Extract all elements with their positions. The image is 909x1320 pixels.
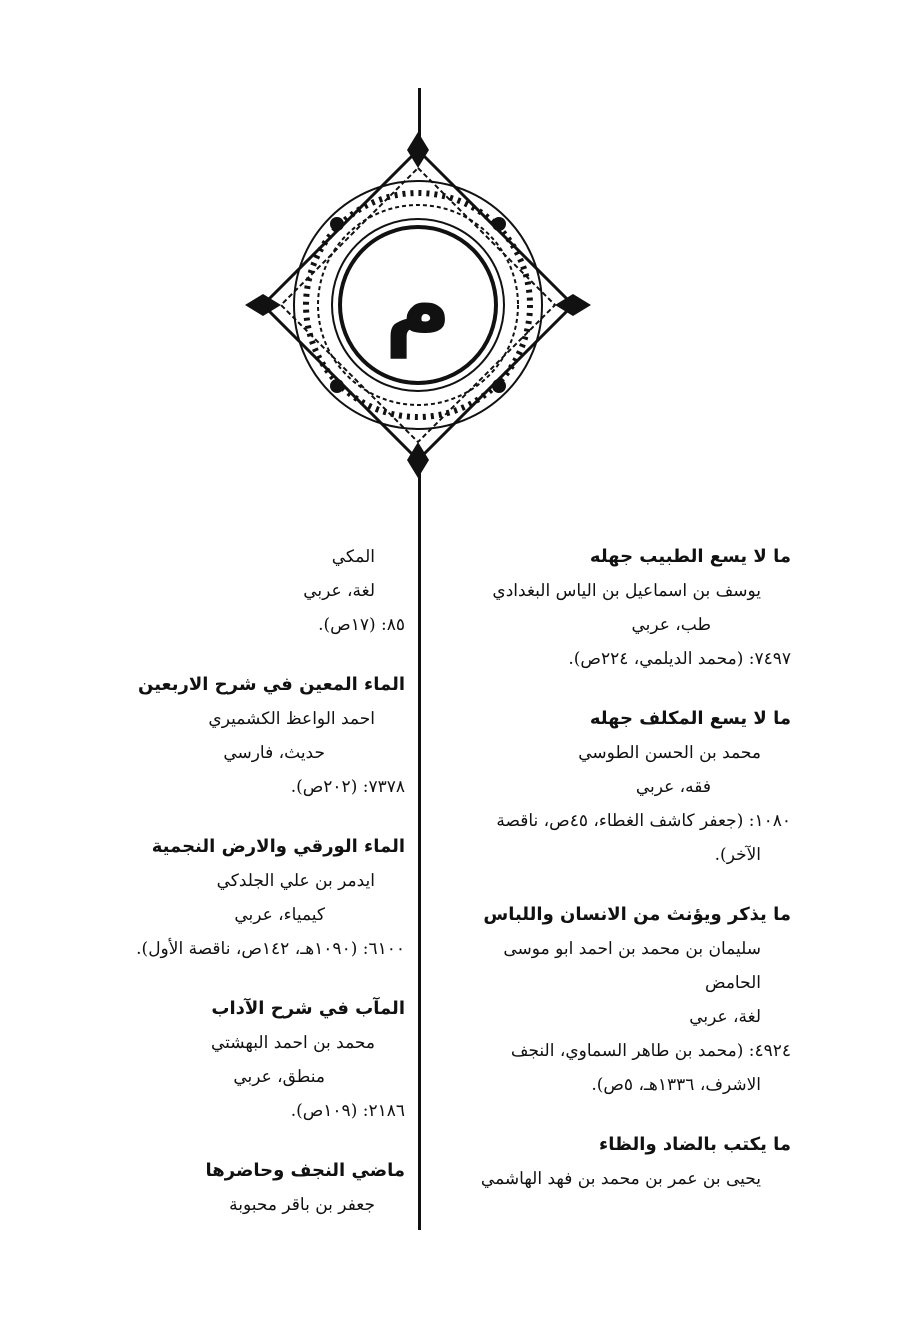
entry-subject: لغة، عربي <box>303 581 375 601</box>
entry-subject: فقه، عربي <box>635 777 711 797</box>
entry-author: يحيى بن عمر بن محمد بن فهد الهاشمي <box>480 1169 761 1189</box>
entry-subject: كيمياء، عربي <box>234 905 325 925</box>
entry-reference: ٦١٠٠: (١٠٩٠هـ، ١٤٢ص، ناقصة الأول). <box>136 939 405 959</box>
entry-reference: ٢١٨٦: (١٠٩ص). <box>290 1101 405 1121</box>
catalog-entry <box>426 702 791 872</box>
ornament-frame <box>241 128 595 482</box>
entry-subject: لغة، عربي <box>689 1007 761 1027</box>
entry-reference: ٧٣٧٨: (٢٠٢ص). <box>290 777 405 797</box>
center-divider <box>418 470 421 1230</box>
section-letter: م <box>384 251 452 358</box>
entry-title: ما يذكر ويؤنث من الانسان واللباس <box>483 904 791 925</box>
entry-author: جعفر بن باقر محبوبة <box>229 1195 375 1215</box>
catalog-entry <box>10 668 405 804</box>
entry-reference: ١٠٨٠: (جعفر كاشف الغطاء، ٤٥ص، ناقصة <box>496 811 791 831</box>
entry-subject: منطق، عربي <box>233 1067 325 1087</box>
entry-author: يوسف بن اسماعيل بن الياس البغدادي <box>492 581 761 601</box>
entry-title: الماء المعين في شرح الاربعين <box>138 674 405 695</box>
entry-title: ما لا يسع المكلف جهله <box>589 708 791 729</box>
entry-title: المآب في شرح الآداب <box>211 998 405 1019</box>
catalog-entry <box>426 898 791 1102</box>
catalog-entry <box>10 830 405 966</box>
entry-reference-cont: الآخر). <box>714 845 761 865</box>
entry-reference-cont: الاشرف، ١٣٣٦هـ، ٥ص). <box>591 1075 761 1095</box>
entry-title: ماضي النجف وحاضرها <box>205 1160 405 1181</box>
catalog-entry <box>10 992 405 1128</box>
entry-reference: ٤٩٢٤: (محمد بن طاهر السماوي، النجف <box>510 1041 791 1061</box>
catalog-entry <box>10 540 405 642</box>
entry-reference: ٧٤٩٧: (محمد الديلمي، ٢٢٤ص). <box>568 649 791 669</box>
entry-author-cont: المكي <box>331 547 375 567</box>
entry-author: ايدمر بن علي الجلدكي <box>216 871 375 891</box>
entry-reference: ٨٥: (١٧ص). <box>318 615 405 635</box>
left-column <box>10 540 405 1248</box>
entry-author: سليمان بن محمد بن احمد ابو موسى <box>503 939 761 959</box>
catalog-entry <box>426 540 791 676</box>
entry-title: الماء الورقي والارض النجمية <box>151 836 405 857</box>
entry-title: ما لا يسع الطبيب جهله <box>589 546 791 567</box>
entry-author-cont: الحامض <box>705 973 761 993</box>
right-column <box>426 540 791 1222</box>
catalog-entry <box>426 1128 791 1196</box>
entry-subject: طب، عربي <box>631 615 711 635</box>
entry-author: احمد الواعظ الكشميري <box>208 709 375 729</box>
entry-title: ما يكتب بالضاد والظاء <box>599 1134 791 1155</box>
catalog-entry <box>10 1154 405 1222</box>
entry-subject: حديث، فارسي <box>223 743 325 763</box>
entry-author: محمد بن احمد البهشتي <box>210 1033 375 1053</box>
entry-author: محمد بن الحسن الطوسي <box>578 743 761 763</box>
